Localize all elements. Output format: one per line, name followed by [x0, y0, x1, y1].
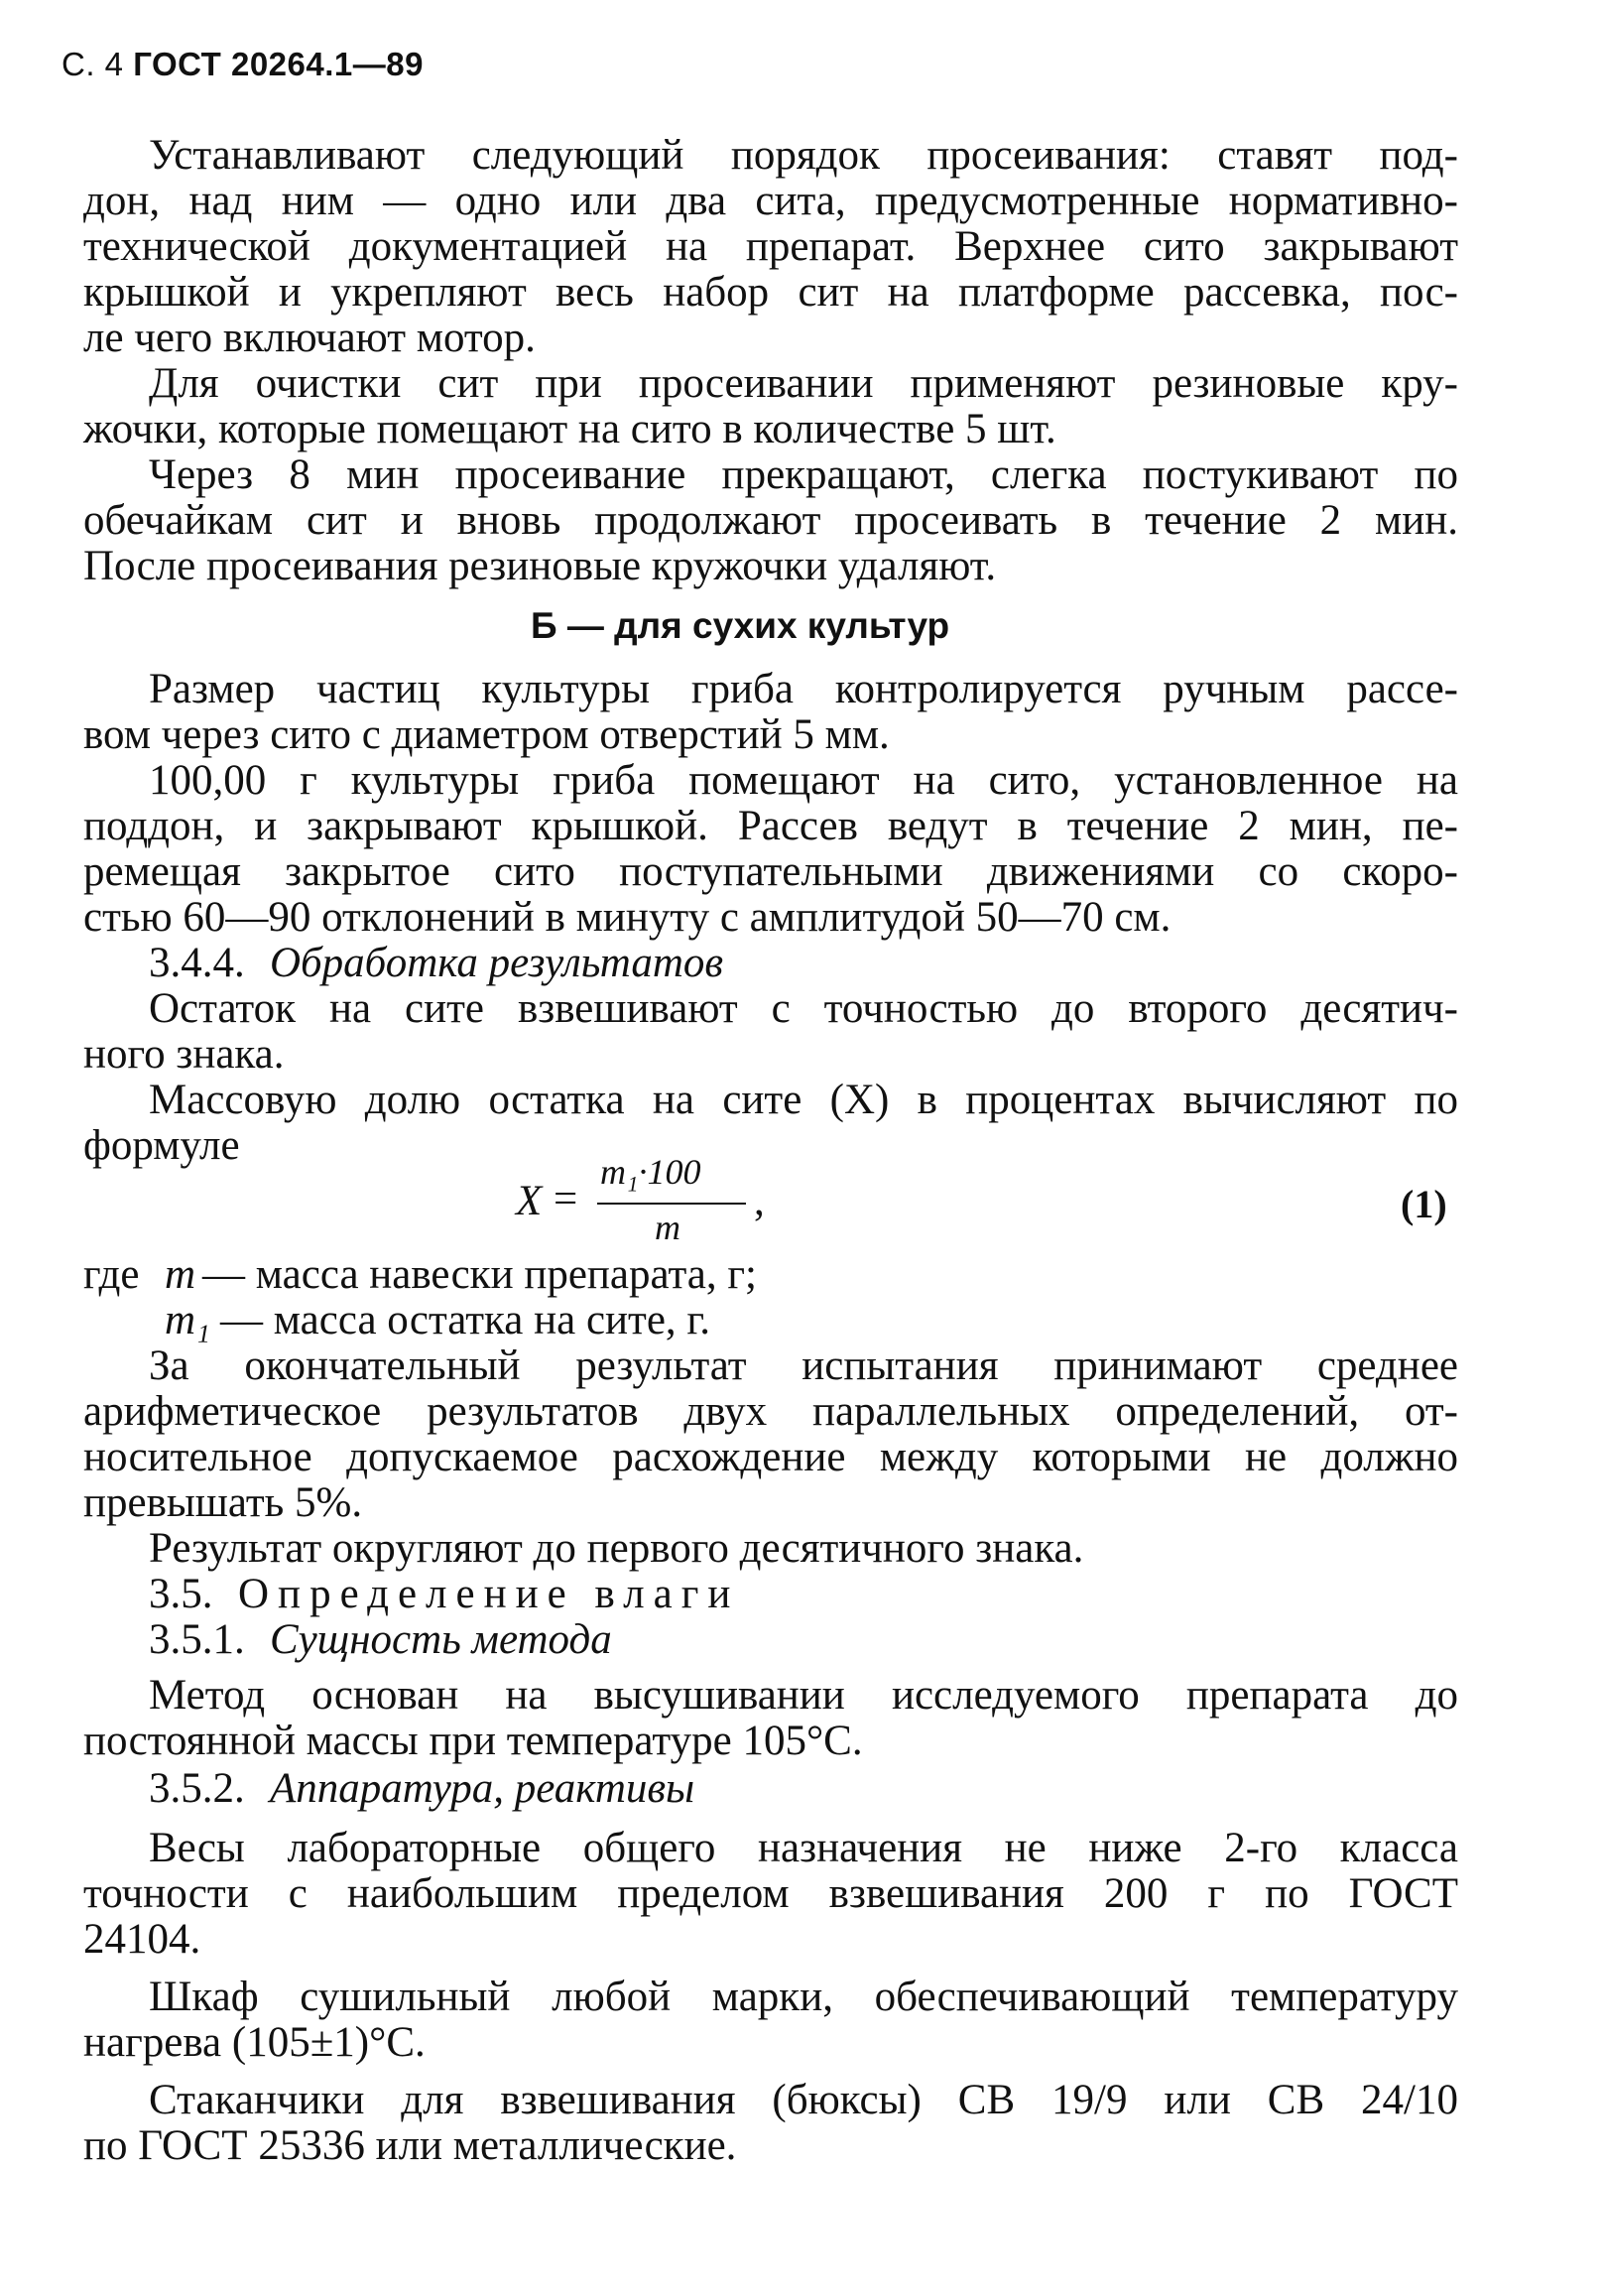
text-line: носительное допускаемое расхождение между которыми не должно	[83, 1434, 1458, 1480]
text-line: обечайкам сит и вновь продолжают просеивать в течение 2 мин.	[83, 497, 1458, 544]
text-line: нагрева (105±1)°С.	[83, 2019, 426, 2066]
text-line: Остаток на сите взвешивают с точностью до второго десятич-	[149, 985, 1458, 1032]
text-line: постоянной массы при температуре 105°С.	[83, 1718, 863, 1764]
text-line: поддон, и закрывают крышкой. Рассев ведут в течение 2 мин, пе-	[83, 803, 1458, 849]
text-line: Для очистки сит при просеивании применяют резиновые кру-	[149, 360, 1458, 407]
text-line: жочки, которые помещают на сито в количестве 5 шт.	[83, 406, 1056, 452]
text-line: крышкой и укрепляют весь набор сит на платформе рассевка, пос-	[83, 269, 1458, 316]
text-line: — масса навески препарата, г;	[202, 1251, 757, 1298]
text-line: Весы лабораторные общего назначения не ниже 2-го класса	[149, 1825, 1458, 1871]
formula-numerator: m₁·100	[600, 1152, 701, 1192]
text-line: ремещая закрытое сито поступательными движениями со скоро-	[83, 848, 1458, 895]
page-header	[62, 46, 424, 83]
text-line: превышать 5%.	[83, 1479, 363, 1526]
text-line: 100,00 г культуры гриба помещают на сито, установленное на	[149, 757, 1458, 804]
text-line: Устанавливают следующий порядок просеивания: ставят под-	[149, 132, 1458, 179]
text-line: Метод основан на высушивании исследуемого препарата до	[149, 1672, 1458, 1719]
clause-title: Определение влаги	[238, 1571, 740, 1617]
clause-title: Сущность метода	[270, 1616, 612, 1663]
formula-denominator: m	[655, 1208, 680, 1247]
text-line: Результат округляют до первого десятичного знака.	[149, 1525, 1084, 1572]
clause-number: 3.5.2.	[149, 1765, 245, 1812]
text-line: Через 8 мин просеивание прекращают, слегка постукивают по	[149, 451, 1458, 498]
text-line: 24104.	[83, 1916, 201, 1963]
clause-number: 3.5.	[149, 1571, 213, 1617]
formula-lhs: X	[516, 1178, 543, 1224]
text-line: Размер частиц культуры гриба контролируется ручным рассе-	[149, 666, 1458, 712]
text-line: технической документацией на препарат. Верхнее сито закрывают	[83, 223, 1458, 270]
section-heading: Б — для сухих культур	[531, 605, 950, 646]
clause-title: Аппаратура, реактивы	[270, 1765, 695, 1812]
text-line: ле чего включают мотор.	[83, 315, 536, 361]
fraction-bar	[597, 1203, 746, 1205]
clause-number: 3.5.1.	[149, 1616, 245, 1663]
clause-title: Обработка результатов	[270, 940, 724, 986]
text-line: вом через сито с диаметром отверстий 5 мм.	[83, 711, 890, 758]
formula-comma: ,	[754, 1178, 765, 1224]
standard-code: ГОСТ 20264.1—89	[133, 46, 424, 82]
page-number: С. 4	[62, 46, 124, 82]
variable-m: m	[165, 1251, 196, 1298]
text-line: по ГОСТ 25336 или металлические.	[83, 2122, 737, 2169]
text-line: Стаканчики для взвешивания (бюксы) СВ 19/9 или СВ 24/10	[149, 2077, 1458, 2123]
text-line: ного знака.	[83, 1031, 285, 1078]
text-line: точности с наибольшим пределом взвешивания 200 г по ГОСТ	[83, 1870, 1458, 1917]
text-line: За окончательный результат испытания принимают среднее	[149, 1342, 1458, 1389]
text-line: дон, над ним — одно или два сита, предусмотренные нормативно-	[83, 178, 1458, 224]
text-line: стью 60—90 отклонений в минуту с амплитудой 50—70 см.	[83, 894, 1172, 941]
where-word: где	[83, 1251, 140, 1298]
text-line: Шкаф сушильный любой марки, обеспечивающий температуру	[149, 1974, 1458, 2020]
formula-equals: =	[554, 1176, 578, 1222]
clause-number: 3.4.4.	[149, 940, 245, 986]
text-line: Массовую долю остатка на сите (X) в процентах вычисляют по	[149, 1077, 1458, 1123]
variable-m1: m₁	[165, 1297, 211, 1343]
text-line: формуле	[83, 1122, 240, 1169]
text-line: — масса остатка на сите, г.	[220, 1297, 710, 1343]
equation-number: (1)	[1401, 1182, 1447, 1226]
text-line: арифметическое результатов двух параллельных определений, от-	[83, 1388, 1458, 1435]
formula	[516, 1151, 813, 1260]
text-line: После просеивания резиновые кружочки удаляют.	[83, 543, 997, 589]
